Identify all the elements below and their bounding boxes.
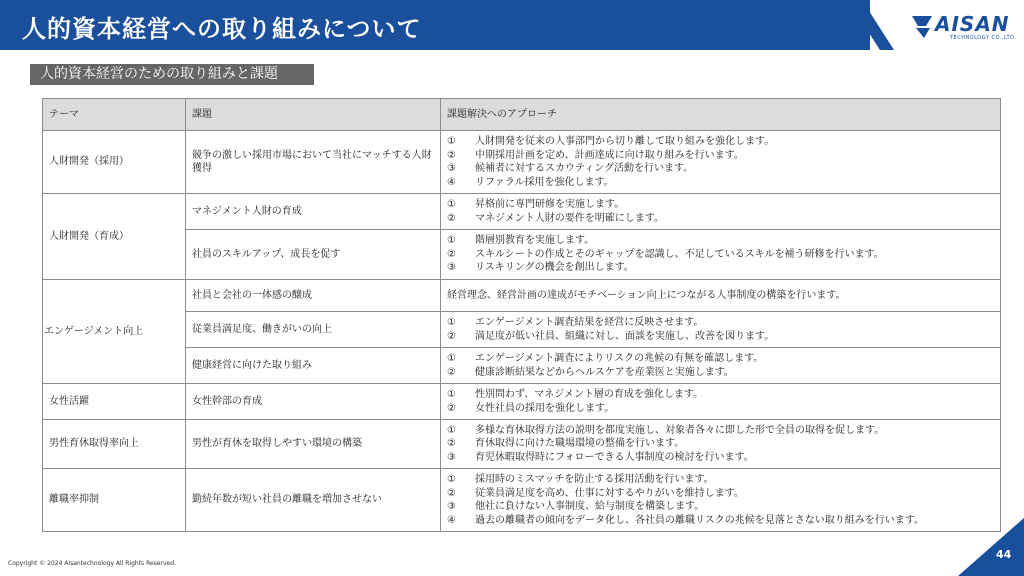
company-logo-subtext: TECHNOLOGY CO.,LTD. <box>950 35 1017 41</box>
table-row <box>43 131 1001 194</box>
approach-cell <box>441 384 1001 420</box>
column-header-theme: テーマ <box>43 99 186 131</box>
approach-item: ① エンゲージメント調査によりリスクの兆候の有無を確認します。 <box>447 353 764 364</box>
table-row <box>43 469 1001 532</box>
page-title: 人的資本経営への取り組みについて <box>22 15 422 43</box>
theme-cell: 人財開発（育成） <box>43 194 186 280</box>
table-row <box>43 230 1001 280</box>
approach-cell <box>441 131 1001 194</box>
page-number: 44 <box>996 548 1012 561</box>
issue-cell: 健康経営に向けた取り組み <box>186 348 441 384</box>
approach-item: ④ リファラル採用を強化します。 <box>447 176 614 188</box>
theme-cell: 離職率抑制 <box>43 469 186 532</box>
approach-item: ① エンゲージメント調査結果を経営に反映させます。 <box>447 317 704 328</box>
company-logo-text: AISAN <box>935 12 1010 36</box>
approach-item: ① 階層別教育を実施します。 <box>447 235 595 247</box>
issue-cell: 社員のスキルアップ、成長を促す <box>186 230 441 280</box>
approach-item: ④ 過去の離職者の傾向をデータ化し、各社員の離職リスクの兆候を見落とさない取り組みを行います。 <box>447 514 924 526</box>
column-header-approach: 課題解決へのアプローチ <box>441 99 1001 131</box>
initiatives-table <box>42 98 1001 532</box>
table-row <box>43 420 1001 469</box>
table-row <box>43 312 1001 348</box>
table-row <box>43 280 1001 312</box>
approach-item: ② スキルシートの作成とそのギャップを認識し、不足しているスキルを補う研修を行います。 <box>447 248 884 260</box>
approach-item: ② マネジメント人財の要件を明確にします。 <box>447 212 664 224</box>
approach-item: ③ 候補者に対するスカウティング活動を行います。 <box>447 163 694 174</box>
table-row <box>43 348 1001 384</box>
table-header-row <box>43 99 1001 131</box>
issue-cell: 勤続年数が短い社員の離職を増加させない <box>186 469 441 532</box>
table-row <box>43 194 1001 230</box>
issue-cell: マネジメント人財の育成 <box>186 194 441 230</box>
decorative-stripes <box>780 0 900 50</box>
section-heading: 人的資本経営のための取り組みと課題 <box>30 64 314 85</box>
theme-cell: 男性育休取得率向上 <box>43 420 186 469</box>
approach-cell <box>441 194 1001 230</box>
approach-item: ② 従業員満足度を高め、仕事に対するやりがいを維持します。 <box>447 487 744 499</box>
approach-item: ① 性別問わず、マネジメント層の育成を強化します。 <box>447 389 704 400</box>
approach-item: ② 満足度が低い社員、組織に対し、面談を実施し、改善を図ります。 <box>447 330 775 342</box>
theme-cell: エンゲージメント向上 <box>43 280 186 384</box>
approach-item: ③ 育児休暇取得時にフォローできる人事制度の検討を行います。 <box>447 451 754 463</box>
approach-item: ① 昇格前に専門研修を実施します。 <box>447 199 625 210</box>
approach-cell <box>441 420 1001 469</box>
approach-item: ② 女性社員の採用を強化します。 <box>447 402 615 414</box>
approach-item: ③ 他社に負けない人事制度、給与制度を構築します。 <box>447 501 705 512</box>
approach-item: ① 多様な育休取得方法の説明を都度実施し、対象者各々に即した形で全員の取得を促します。 <box>447 424 885 436</box>
issue-cell: 競争の激しい採用市場において当社にマッチする人財獲得 <box>186 131 441 194</box>
issue-cell: 従業員満足度、働きがいの向上 <box>186 312 441 348</box>
column-header-issue: 課題 <box>186 99 441 131</box>
approach-cell <box>441 348 1001 384</box>
copyright-text: Copyright © 2024 Aisantechnology All Rights Reserved. <box>8 560 176 567</box>
approach-item: ① 人財開発を従来の人事部門から切り離して取り組みを強化します。 <box>447 136 775 147</box>
theme-cell: 人財開発（採用） <box>43 131 186 194</box>
issue-cell: 社員と会社の一体感の醸成 <box>186 280 441 312</box>
table-row <box>43 384 1001 420</box>
approach-cell: 経営理念、経営計画の達成がモチベーション向上につながる人事制度の構築を行います。 <box>441 280 1001 312</box>
approach-item: ③ リスキリングの機会を創出します。 <box>447 262 634 274</box>
approach-item: ② 育休取得に向けた職場環境の整備を行います。 <box>447 438 685 450</box>
approach-cell <box>441 469 1001 532</box>
approach-cell <box>441 312 1001 348</box>
corner-triangle-decoration <box>958 518 1024 576</box>
issue-cell: 女性幹部の育成 <box>186 384 441 420</box>
issue-cell: 男性が育休を取得しやすい環境の構築 <box>186 420 441 469</box>
approach-item: ② 中期採用計画を定め、計画達成に向け取り組みを行います。 <box>447 149 744 161</box>
approach-item: ② 健康診断結果などからヘルスケアを産業医と実施します。 <box>447 366 734 378</box>
approach-cell <box>441 230 1001 280</box>
theme-cell: 女性活躍 <box>43 384 186 420</box>
approach-item: ① 採用時のミスマッチを防止する採用活動を行います。 <box>447 474 714 485</box>
